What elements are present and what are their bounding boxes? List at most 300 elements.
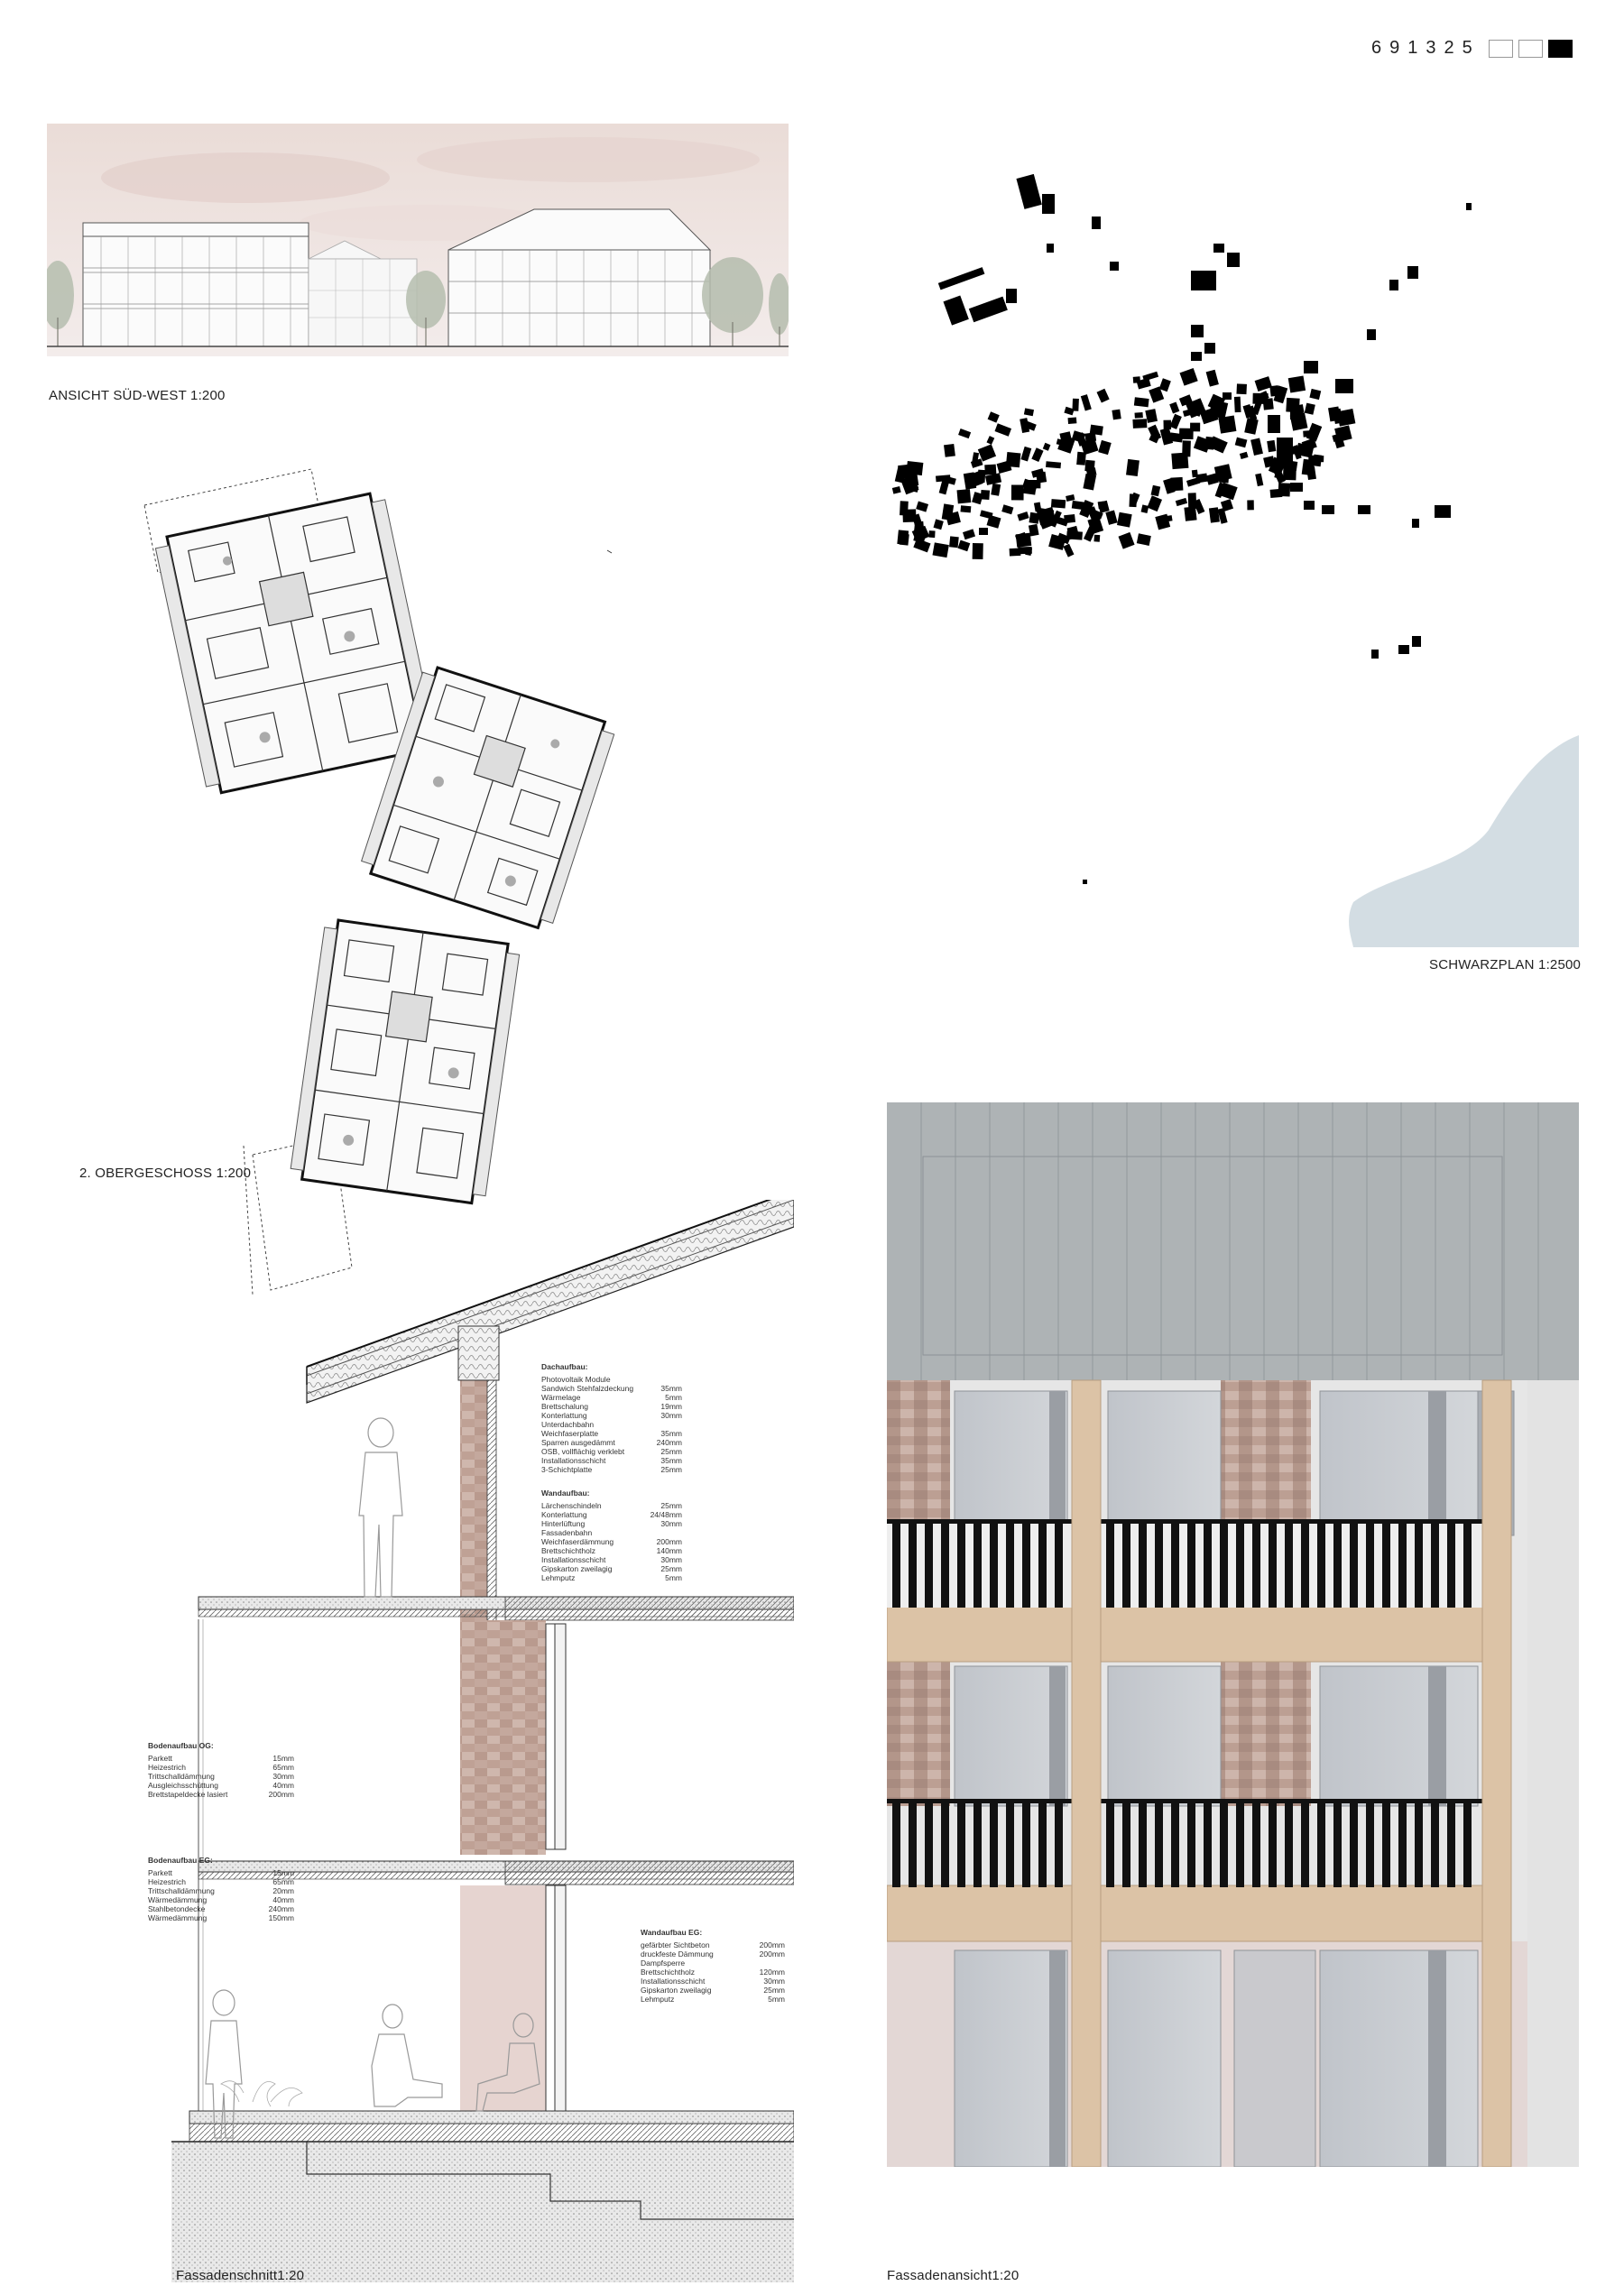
blackplan-caption: SCHWARZPLAN 1:2500 bbox=[1429, 957, 1582, 972]
spec-layer-thickness: 30mm bbox=[660, 1519, 682, 1528]
building-footprint bbox=[1218, 416, 1236, 434]
spec-layer-row bbox=[541, 1528, 682, 1537]
railing-bar bbox=[1006, 1524, 1014, 1608]
building-footprint bbox=[1288, 375, 1306, 392]
spec-wall-eg bbox=[641, 1928, 785, 2004]
railing-bar bbox=[1055, 1524, 1063, 1608]
spec-layer-thickness: 35mm bbox=[660, 1384, 682, 1393]
building-footprint bbox=[1190, 423, 1200, 432]
spec-layer-thickness: 30mm bbox=[763, 1977, 785, 1986]
railing-bar bbox=[925, 1524, 933, 1608]
building-footprint bbox=[1184, 506, 1196, 521]
spec-layer-name: Lehmputz bbox=[541, 1573, 576, 1582]
railing-bar bbox=[909, 1524, 917, 1608]
elevation-drawing bbox=[47, 124, 789, 356]
railing-bar bbox=[1333, 1803, 1342, 1887]
railing-bar bbox=[1236, 1803, 1244, 1887]
railing-bar bbox=[1366, 1524, 1374, 1608]
railing-bar bbox=[892, 1803, 900, 1887]
spec-layer-thickness: 240mm bbox=[268, 1904, 294, 1913]
spec-layer-name: Wärmedämmung bbox=[148, 1913, 208, 1922]
spec-layer-row bbox=[541, 1465, 682, 1474]
spec-layer-name: Installationsschicht bbox=[541, 1456, 606, 1465]
spec-layer-thickness: 20mm bbox=[272, 1886, 294, 1895]
building-footprint bbox=[963, 529, 975, 539]
spec-layer-row bbox=[641, 1995, 785, 2004]
railing-bar bbox=[1204, 1524, 1212, 1608]
spec-floor-eg bbox=[148, 1856, 294, 1922]
railing-bar bbox=[1187, 1803, 1195, 1887]
railing-bar bbox=[1285, 1803, 1293, 1887]
railing-bar bbox=[1447, 1524, 1455, 1608]
spec-layer-row bbox=[641, 1959, 785, 1968]
building-footprint bbox=[1001, 504, 1013, 514]
blackplan-drawing bbox=[812, 153, 1579, 952]
building-footprint bbox=[1180, 368, 1198, 386]
building-footprint bbox=[957, 489, 972, 503]
spec-layer-thickness: 200mm bbox=[759, 1949, 785, 1959]
entry-number: 691325 bbox=[1371, 38, 1481, 58]
spec-layer-thickness: 140mm bbox=[656, 1546, 682, 1555]
railing-bar bbox=[1122, 1524, 1130, 1608]
railing-bar bbox=[1155, 1803, 1163, 1887]
building-footprint bbox=[1112, 410, 1121, 420]
building-footprint bbox=[932, 542, 948, 558]
spec-layer-row bbox=[641, 1986, 785, 1995]
spec-layer-row bbox=[641, 1949, 785, 1959]
railing-bar bbox=[1139, 1803, 1147, 1887]
building-footprint bbox=[1151, 485, 1161, 496]
spec-layer-name: Trittschalldämmung bbox=[148, 1886, 215, 1895]
building-footprint bbox=[1234, 397, 1241, 413]
spec-layer-row bbox=[641, 1977, 785, 1986]
spec-layer-row bbox=[541, 1519, 682, 1528]
spec-layer-name: Trittschalldämmung bbox=[148, 1772, 215, 1781]
railing-bar bbox=[925, 1803, 933, 1887]
building-footprint bbox=[1006, 452, 1021, 467]
railing-bar bbox=[1431, 1803, 1439, 1887]
building-footprint bbox=[1066, 494, 1075, 502]
railing-bar bbox=[1055, 1803, 1063, 1887]
spec-layer-row bbox=[148, 1868, 294, 1877]
spec-layer-thickness: 40mm bbox=[272, 1895, 294, 1904]
spec-layer-thickness: 150mm bbox=[268, 1913, 294, 1922]
building-footprint bbox=[900, 533, 909, 545]
railing-bar bbox=[1431, 1524, 1439, 1608]
building-footprint bbox=[1024, 408, 1034, 416]
railing-bar bbox=[1038, 1524, 1047, 1608]
building-footprint bbox=[1068, 418, 1077, 424]
spec-wall-eg-title: Wandaufbau EG: bbox=[641, 1928, 703, 1937]
railing-bar bbox=[1382, 1524, 1390, 1608]
spec-layer-row bbox=[641, 1968, 785, 1977]
spec-layer-name: Lärchenschindeln bbox=[541, 1501, 602, 1510]
spec-layer-name: Konterlattung bbox=[541, 1510, 587, 1519]
spec-layer-name: OSB, vollflächig verklebt bbox=[541, 1447, 625, 1456]
spec-layer-row bbox=[541, 1510, 682, 1519]
spec-layer-thickness: 35mm bbox=[660, 1456, 682, 1465]
building-footprint bbox=[986, 436, 994, 445]
spec-layer-row bbox=[148, 1763, 294, 1772]
building-footprint bbox=[1263, 398, 1274, 410]
spec-layer-name: Konterlattung bbox=[541, 1411, 587, 1420]
spec-layer-row bbox=[541, 1393, 682, 1402]
building-footprint bbox=[1240, 452, 1249, 459]
railing-bar bbox=[1106, 1803, 1114, 1887]
railing-bar bbox=[1317, 1803, 1325, 1887]
spec-layer-row bbox=[148, 1895, 294, 1904]
spec-layer-name: Hinterlüftung bbox=[541, 1519, 586, 1528]
spec-roof-title: Dachaufbau: bbox=[541, 1362, 588, 1371]
railing-bar bbox=[1301, 1524, 1309, 1608]
building-footprint bbox=[1098, 501, 1105, 509]
building-footprint bbox=[1235, 438, 1248, 448]
building-footprint bbox=[1290, 412, 1308, 430]
building-footprint bbox=[994, 423, 1011, 436]
spec-layer-thickness: 15mm bbox=[272, 1754, 294, 1763]
railing-bar bbox=[1204, 1803, 1212, 1887]
spec-layer-name: Parkett bbox=[148, 1868, 172, 1877]
spec-wall bbox=[541, 1489, 682, 1582]
building-footprint bbox=[1076, 452, 1086, 465]
railing-bar bbox=[1463, 1524, 1472, 1608]
spec-layer-name: Lehmputz bbox=[641, 1995, 675, 2004]
building-footprint bbox=[1141, 504, 1149, 513]
railing-bar bbox=[1022, 1803, 1030, 1887]
spec-layer-name: Ausgleichsschüttung bbox=[148, 1781, 218, 1790]
railing-bar bbox=[1187, 1524, 1195, 1608]
building-footprint bbox=[1176, 498, 1187, 506]
building-footprint bbox=[1267, 440, 1276, 452]
spec-layer-name: Brettschichtholz bbox=[541, 1546, 595, 1555]
railing-bar bbox=[1463, 1803, 1472, 1887]
spec-layer-name: Installationsschicht bbox=[541, 1555, 606, 1564]
building-footprint bbox=[1133, 376, 1140, 382]
railing-bar bbox=[1415, 1524, 1423, 1608]
building-footprint bbox=[1011, 485, 1024, 501]
spec-layer-thickness: 25mm bbox=[660, 1447, 682, 1456]
spec-layer-thickness: 240mm bbox=[656, 1438, 682, 1447]
facade-caption: Fassadenansicht1:20 bbox=[887, 2268, 1020, 2283]
railing-bar bbox=[1252, 1524, 1260, 1608]
spec-layer-row bbox=[541, 1501, 682, 1510]
spec-floor-og bbox=[148, 1741, 294, 1799]
spec-layer-row bbox=[148, 1913, 294, 1922]
building-footprint bbox=[1303, 430, 1312, 438]
railing-bar bbox=[990, 1803, 998, 1887]
building-footprint bbox=[957, 540, 970, 552]
railing-bar bbox=[1106, 1524, 1114, 1608]
building-footprint bbox=[1145, 409, 1158, 423]
railing-bar bbox=[1398, 1803, 1407, 1887]
spec-layer-name: Brettstapeldecke lasiert bbox=[148, 1790, 228, 1799]
spec-layer-name: Weichfaserdämmung bbox=[541, 1537, 614, 1546]
spec-layer-thickness: 30mm bbox=[660, 1555, 682, 1564]
building-footprint bbox=[1170, 477, 1183, 491]
building-footprint bbox=[1236, 383, 1247, 394]
building-footprint bbox=[984, 465, 996, 475]
railing-bar bbox=[1022, 1524, 1030, 1608]
spec-layer-name: Wärmedämmung bbox=[148, 1895, 208, 1904]
spec-layer-row bbox=[541, 1447, 682, 1456]
building-footprint bbox=[1098, 440, 1112, 455]
spec-layer-name: Unterdachbahn bbox=[541, 1420, 595, 1429]
building-footprint bbox=[1063, 544, 1074, 558]
railing-bar bbox=[1317, 1524, 1325, 1608]
id-box bbox=[1548, 40, 1573, 58]
spec-layer-name: Brettschalung bbox=[541, 1402, 588, 1411]
building-footprint bbox=[991, 484, 1001, 496]
spec-layer-thickness: 5mm bbox=[665, 1393, 682, 1402]
railing-bar bbox=[957, 1803, 965, 1887]
spec-layer-row bbox=[541, 1429, 682, 1438]
building-footprint bbox=[1147, 495, 1162, 512]
spec-layer-name: Sandwich Stehfalzdeckung bbox=[541, 1384, 634, 1393]
railing-bar bbox=[1350, 1524, 1358, 1608]
railing-bar bbox=[1447, 1803, 1455, 1887]
spec-layer-name: Heizestrich bbox=[148, 1877, 187, 1886]
building-footprint bbox=[1023, 484, 1037, 495]
spec-layer-row bbox=[541, 1537, 682, 1546]
railing-bar bbox=[1122, 1803, 1130, 1887]
spec-layer-thickness: 200mm bbox=[268, 1790, 294, 1799]
spec-layer-thickness: 65mm bbox=[272, 1877, 294, 1886]
floorplan-caption: 2. OBERGESCHOSS 1:200 bbox=[79, 1166, 252, 1181]
building-footprint bbox=[958, 429, 971, 438]
building-footprint bbox=[934, 519, 944, 530]
elevation-caption: ANSICHT SÜD-WEST 1:200 bbox=[49, 388, 226, 403]
building-footprint bbox=[1046, 461, 1061, 468]
spec-layer-name: Brettschichtholz bbox=[641, 1968, 695, 1977]
spec-layer-thickness: 25mm bbox=[660, 1501, 682, 1510]
railing-bar bbox=[990, 1524, 998, 1608]
building-footprint bbox=[1142, 372, 1158, 382]
spec-layer-row bbox=[541, 1384, 682, 1393]
building-footprint bbox=[1308, 456, 1324, 463]
spec-layer-row bbox=[148, 1790, 294, 1799]
building-footprint bbox=[1309, 389, 1321, 400]
building-footprint bbox=[1206, 370, 1219, 387]
spec-layer-name: Installationsschicht bbox=[641, 1977, 706, 1986]
railing-bar bbox=[1220, 1803, 1228, 1887]
spec-layer-thickness: 24/48mm bbox=[650, 1510, 682, 1519]
spec-layer-name: Heizestrich bbox=[148, 1763, 187, 1772]
building-footprint bbox=[977, 470, 985, 484]
building-footprint bbox=[1247, 500, 1254, 510]
railing-bar bbox=[941, 1524, 949, 1608]
spec-layer-name: Gipskarton zweilagig bbox=[541, 1564, 613, 1573]
spec-wall-title: Wandaufbau: bbox=[541, 1489, 590, 1498]
building-footprint bbox=[1017, 512, 1029, 521]
spec-layer-row bbox=[148, 1754, 294, 1763]
building-footprint bbox=[916, 502, 928, 512]
railing-bar bbox=[1252, 1803, 1260, 1887]
building-footprint bbox=[1286, 447, 1298, 456]
railing-bar bbox=[1333, 1524, 1342, 1608]
railing-bar bbox=[1398, 1524, 1407, 1608]
spec-layer-name: Stahlbetondecke bbox=[148, 1904, 206, 1913]
spec-layer-name: 3-Schichtplatte bbox=[541, 1465, 593, 1474]
building-footprint bbox=[914, 526, 925, 534]
building-footprint bbox=[909, 475, 918, 487]
building-footprint bbox=[1333, 409, 1343, 424]
railing-bar bbox=[973, 1524, 982, 1608]
building-footprint bbox=[988, 411, 1000, 422]
building-footprint bbox=[960, 505, 971, 512]
building-footprint bbox=[1255, 474, 1263, 487]
spec-layer-row bbox=[148, 1877, 294, 1886]
building-footprint bbox=[1186, 477, 1200, 487]
spec-layer-row bbox=[541, 1402, 682, 1411]
spec-layer-name: Dampfsperre bbox=[641, 1959, 686, 1968]
railing-bar bbox=[973, 1803, 982, 1887]
spec-layer-row bbox=[541, 1456, 682, 1465]
building-footprint bbox=[1169, 414, 1181, 429]
railing-bar bbox=[1415, 1803, 1423, 1887]
spec-layer-thickness: 200mm bbox=[759, 1940, 785, 1949]
railing-bar bbox=[1220, 1524, 1228, 1608]
building-footprint bbox=[1255, 376, 1272, 392]
building-footprint bbox=[1132, 419, 1147, 429]
building-footprint bbox=[928, 530, 935, 538]
spec-layer-thickness: 35mm bbox=[660, 1429, 682, 1438]
building-footprint bbox=[1020, 447, 1031, 462]
spec-layer-name: Photovoltaik Module bbox=[541, 1375, 611, 1384]
spec-layer-row bbox=[541, 1564, 682, 1573]
spec-layer-name: gefärbter Sichtbeton bbox=[641, 1940, 710, 1949]
building-footprint bbox=[1129, 493, 1137, 507]
spec-layer-name: Sparren ausgedämmt bbox=[541, 1438, 615, 1447]
building-footprint bbox=[1305, 403, 1315, 415]
building-footprint bbox=[1134, 397, 1149, 407]
building-footprint bbox=[902, 509, 916, 522]
spec-layer-row bbox=[541, 1411, 682, 1420]
building-footprint bbox=[1034, 502, 1041, 512]
railing-bar bbox=[909, 1803, 917, 1887]
railing-bar bbox=[892, 1524, 900, 1608]
building-footprint bbox=[1066, 530, 1083, 539]
building-footprint bbox=[1072, 399, 1078, 411]
spec-layer-thickness: 5mm bbox=[665, 1573, 682, 1582]
railing-bar bbox=[1301, 1803, 1309, 1887]
railing-bar bbox=[1382, 1803, 1390, 1887]
spec-layer-thickness: 120mm bbox=[759, 1968, 785, 1977]
building-footprint bbox=[1084, 460, 1094, 472]
building-footprint bbox=[1010, 548, 1021, 556]
spec-layer-row bbox=[541, 1555, 682, 1564]
railing-bar bbox=[1038, 1803, 1047, 1887]
spec-layer-thickness: 5mm bbox=[768, 1995, 785, 2004]
railing-bar bbox=[941, 1803, 949, 1887]
spec-layer-row bbox=[148, 1904, 294, 1913]
railing-bar bbox=[1006, 1803, 1014, 1887]
spec-layer-thickness: 19mm bbox=[660, 1402, 682, 1411]
id-box bbox=[1518, 40, 1543, 58]
spec-layer-name: Wärmelage bbox=[541, 1393, 581, 1402]
spec-floor-og-title: Bodenaufbau OG: bbox=[148, 1741, 214, 1750]
building-footprint bbox=[1117, 512, 1132, 528]
spec-layer-row bbox=[541, 1375, 682, 1384]
building-footprint bbox=[1105, 510, 1117, 524]
railing-bar bbox=[1171, 1803, 1179, 1887]
spec-layer-row bbox=[541, 1438, 682, 1447]
spec-layer-thickness: 30mm bbox=[272, 1772, 294, 1781]
building-footprint bbox=[1097, 389, 1110, 403]
spec-layer-row bbox=[541, 1546, 682, 1555]
railing-bar bbox=[1269, 1803, 1277, 1887]
building-footprint bbox=[892, 486, 901, 494]
railing-bar bbox=[1139, 1524, 1147, 1608]
railing-bar bbox=[1269, 1524, 1277, 1608]
railing-bar bbox=[1155, 1524, 1163, 1608]
building-footprint bbox=[1250, 438, 1263, 456]
railing-bar bbox=[1171, 1524, 1179, 1608]
spec-layer-name: Parkett bbox=[148, 1754, 172, 1763]
spec-layer-name: Weichfaserplatte bbox=[541, 1429, 599, 1438]
railing-bar bbox=[1350, 1803, 1358, 1887]
spec-layer-thickness: 65mm bbox=[272, 1763, 294, 1772]
building-footprint bbox=[1283, 465, 1296, 481]
spec-layer-row bbox=[148, 1886, 294, 1895]
railing-bar bbox=[1285, 1524, 1293, 1608]
building-footprints bbox=[938, 174, 1472, 884]
spec-layer-row bbox=[541, 1573, 682, 1582]
spec-layer-thickness: 15mm bbox=[272, 1868, 294, 1877]
building-footprint bbox=[1051, 499, 1066, 508]
spec-layer-row bbox=[148, 1772, 294, 1781]
building-footprint bbox=[936, 475, 951, 482]
id-box bbox=[1489, 40, 1513, 58]
building-footprint bbox=[1093, 535, 1100, 542]
railing-bar bbox=[957, 1524, 965, 1608]
railing-bar bbox=[1236, 1524, 1244, 1608]
building-footprint bbox=[1083, 474, 1096, 491]
building-footprint bbox=[1084, 432, 1096, 442]
building-footprint bbox=[1031, 447, 1043, 462]
spec-layer-thickness: 40mm bbox=[272, 1781, 294, 1790]
spec-layer-thickness: 25mm bbox=[660, 1564, 682, 1573]
building-footprint bbox=[1137, 533, 1151, 546]
spec-layer-thickness: 25mm bbox=[763, 1986, 785, 1995]
section-caption: Fassadenschnitt1:20 bbox=[176, 2268, 305, 2283]
building-footprint bbox=[1169, 401, 1179, 413]
building-footprint bbox=[1043, 443, 1051, 451]
building-footprint bbox=[1119, 532, 1135, 549]
building-footprint bbox=[1135, 412, 1143, 419]
spec-roof bbox=[541, 1362, 682, 1474]
spec-layer-thickness: 30mm bbox=[660, 1411, 682, 1420]
spec-floor-eg-title: Bodenaufbau EG: bbox=[148, 1856, 213, 1865]
spec-layer-row bbox=[541, 1420, 682, 1429]
building-footprint bbox=[1081, 394, 1092, 410]
building-footprint bbox=[1278, 483, 1291, 496]
spec-layer-name: Gipskarton zweilagig bbox=[641, 1986, 712, 1995]
building-footprint bbox=[1306, 466, 1316, 480]
building-footprint bbox=[1169, 432, 1183, 442]
building-footprint bbox=[1192, 470, 1198, 478]
spec-layer-thickness: 200mm bbox=[656, 1537, 682, 1546]
building-footprint bbox=[944, 444, 955, 457]
facade-drawing bbox=[887, 1102, 1579, 2167]
building-footprint bbox=[1182, 440, 1191, 456]
spec-layer-row bbox=[641, 1940, 785, 1949]
building-footprint bbox=[949, 536, 959, 548]
building-footprint bbox=[1126, 459, 1140, 476]
spec-layer-name: druckfeste Dämmung bbox=[641, 1949, 714, 1959]
spec-layer-row bbox=[148, 1781, 294, 1790]
spec-layer-thickness: 25mm bbox=[660, 1465, 682, 1474]
spec-layer-name: Fassadenbahn bbox=[541, 1528, 593, 1537]
